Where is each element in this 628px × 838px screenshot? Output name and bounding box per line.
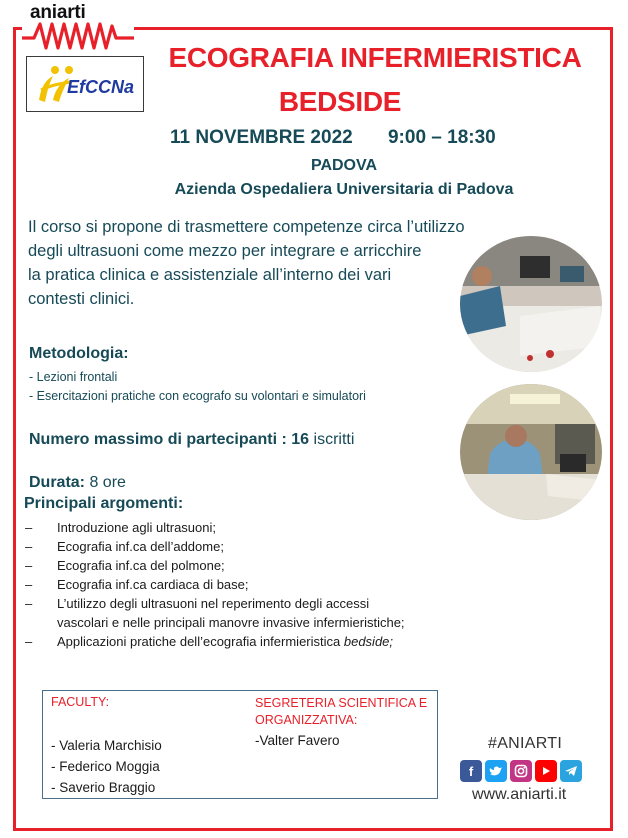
topic-dash: – (25, 596, 33, 611)
website-link[interactable]: www.aniarti.it (472, 786, 567, 803)
participants-line (29, 431, 354, 449)
topic-dash: – (25, 558, 33, 573)
topic-text: L’utilizzo degli ultrasuoni nel reperimento degli accessi (57, 596, 370, 611)
social-icons (460, 760, 582, 782)
topic-text: Introduzione agli ultrasuoni; (57, 520, 216, 535)
metodologia-list (29, 368, 366, 406)
facebook-icon[interactable]: f (460, 760, 482, 782)
course-date: 11 NOVEMBRE 2022 (170, 127, 353, 148)
heartbeat-icon (22, 18, 134, 52)
faculty-names (51, 735, 162, 798)
topic-text-continued: vascolari e nelle principali manovre invasive infermieristiche; (57, 615, 405, 630)
duration-line (29, 474, 126, 492)
topics-heading: Principali argomenti: (24, 495, 184, 512)
topic-item (25, 537, 465, 556)
intro-line: contesti clinici. (28, 290, 135, 308)
course-time: 9:00 – 18:30 (387, 127, 496, 148)
topic-item (25, 556, 465, 575)
topic-dash: – (25, 634, 33, 649)
course-title-line2: BEDSIDE (278, 86, 402, 117)
hashtag: #ANIARTI (488, 735, 563, 752)
telegram-icon[interactable] (560, 760, 582, 782)
participants-label: Numero massimo di partecipanti : (29, 431, 292, 448)
metodologia-item: - Lezioni frontali (29, 370, 118, 384)
topic-text: Ecografia inf.ca cardiaca di base; (57, 577, 249, 592)
intro-line: la pratica clinica e assistenziale all’interno dei vari (28, 266, 392, 284)
participants-count: 16 (291, 431, 310, 448)
faculty-name: - Saverio Braggio (51, 780, 156, 795)
course-venue: Azienda Ospedaliera Universitaria di Padova (174, 181, 514, 198)
segreteria-name: -Valter Favero (255, 733, 340, 748)
topic-text: Applicazioni pratiche dell’ecografia infermieristica (57, 634, 344, 649)
duration-label: Durata: (29, 474, 86, 491)
twitter-icon[interactable] (485, 760, 507, 782)
intro-line: Il corso si propone di trasmettere competenze circa l’utilizzo (28, 218, 465, 236)
faculty-title: FACULTY: (51, 695, 110, 709)
bedside-ultrasound-photo (460, 384, 602, 520)
segreteria-title-line: ORGANIZZATIVA: (255, 713, 358, 727)
metodologia-item: - Esercitazioni pratiche con ecografo su volontari e simulatori (29, 389, 366, 403)
segreteria-title-line: SEGRETERIA SCIENTIFICA E (255, 696, 428, 710)
course-city: PADOVA (310, 157, 378, 174)
intro-line: degli ultrasuoni come mezzo per integrare e arricchire (28, 242, 422, 260)
faculty-box (42, 690, 438, 799)
topic-dash: – (25, 577, 33, 592)
youtube-icon[interactable] (535, 760, 557, 782)
topic-item (25, 518, 465, 537)
duration-value: 8 ore (85, 474, 126, 491)
intro-paragraph (28, 215, 528, 311)
course-title-line1: ECOGRAFIA INFERMIERISTICA (168, 42, 582, 73)
ultrasound-ward-photo (460, 236, 602, 372)
topic-item (25, 594, 465, 632)
topic-text: Ecografia inf.ca dell’addome; (57, 539, 224, 554)
topic-dash: – (25, 539, 33, 554)
efccna-logo-text: EfCCNa (67, 77, 135, 97)
topic-item (25, 575, 465, 594)
aniarti-logo (22, 2, 134, 54)
faculty-name: - Federico Moggia (51, 759, 160, 774)
topic-dash: – (25, 520, 33, 535)
date-time-line (170, 127, 496, 149)
topic-item (25, 632, 465, 651)
instagram-icon[interactable] (510, 760, 532, 782)
topics-list (25, 518, 465, 651)
topic-text: Ecografia inf.ca del polmone; (57, 558, 225, 573)
segreteria-title (255, 695, 440, 729)
topic-italic: bedside; (343, 634, 394, 649)
participants-unit: iscritti (309, 431, 355, 448)
metodologia-heading: Metodologia: (29, 345, 129, 362)
faculty-name: - Valeria Marchisio (51, 738, 162, 753)
aniarti-logo-text: aniarti (30, 2, 86, 23)
